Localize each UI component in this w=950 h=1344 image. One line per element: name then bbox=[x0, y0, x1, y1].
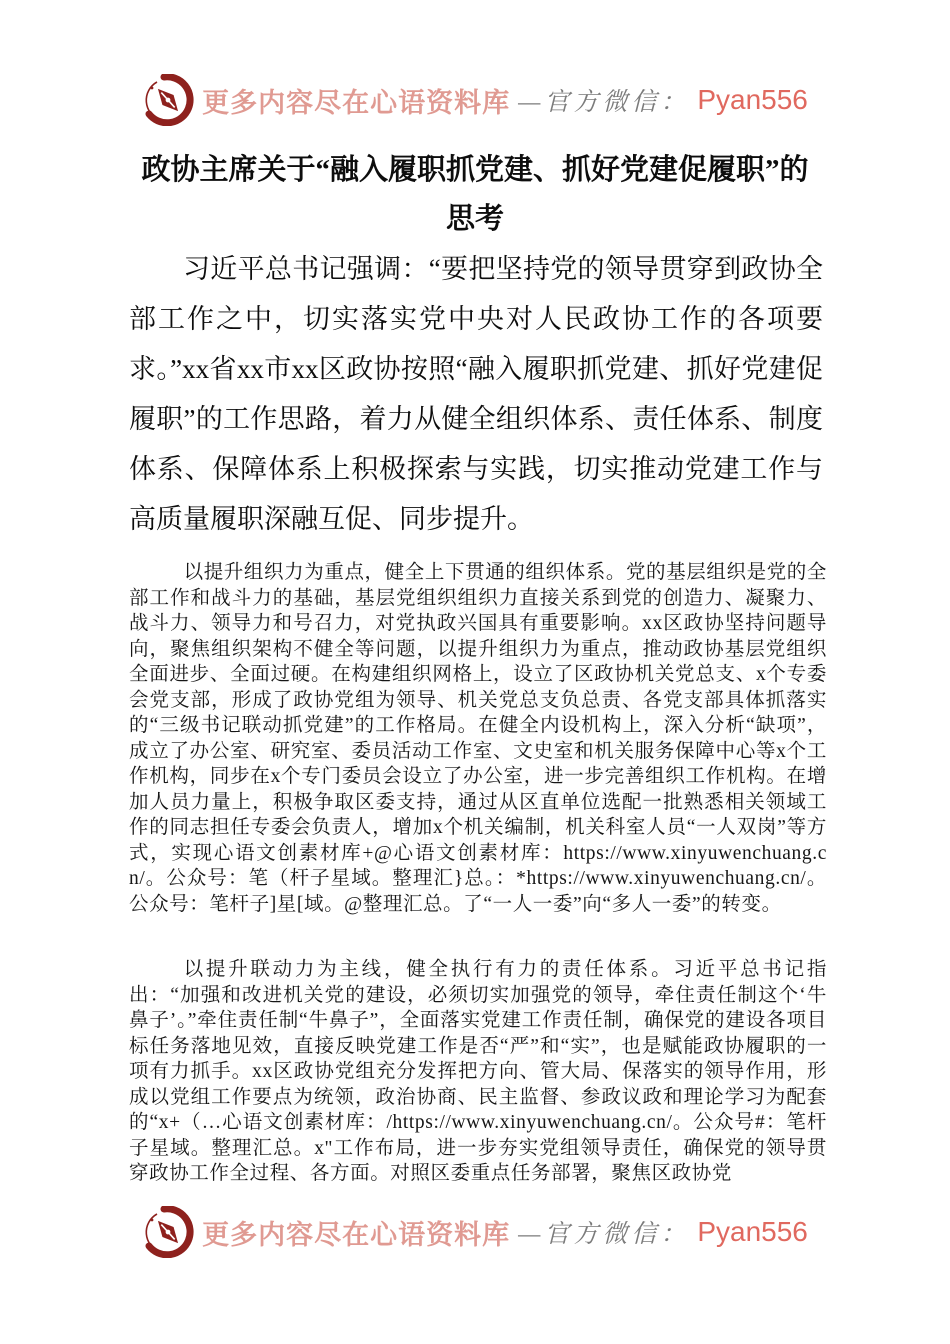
watermark-brand-text: 更多内容尽在心语资料库 bbox=[202, 1219, 511, 1250]
watermark-wechat-label: —官方微信： bbox=[518, 89, 690, 116]
body-paragraph-responsibility: 以提升联动力为主线，健全执行有力的责任体系。习近平总书记指出：“加强和改进机关党的建设，必须切实加强党的领导，牵住责任制这个‘牛鼻子’。”牵住责任制“牛鼻子”，全面落实党建工作责任制，确保党的建设各项目标任务落地见效，直接反映党建工作是否“严”和“实”，也是赋能政协履职的一项有力抓手。xx区政协党组充分发挥把方向、管大局、保落实的领导作用，形成以党组工作要点为统领，政治协商、民主监督、参政议政和理论学习为配套的“x+（…心语文创素材库：/https://www.xinyuwenchuang.cn/。公众号#：笔杆子星域。整理汇总。x"工作布局，进一步夯实党组领导责任，确保党的领导贯穿政协工作全过程、各方面。对照区委重点任务部署，聚焦区政协党 bbox=[129, 959, 827, 1184]
header-watermark bbox=[0, 74, 950, 126]
pen-nib-logo-icon bbox=[142, 1206, 194, 1258]
watermark-wechat-id: Pyan556 bbox=[697, 1216, 808, 1247]
body-paragraph-organization: 以提升组织力为重点，健全上下贯通的组织体系。党的基层组织是党的全部工作和战斗力的基础，基层党组织组织力直接关系到党的创造力、凝聚力、战斗力、领导力和号召力，对党执政兴国具有重要影响。xx区政协坚持问题导向，聚焦组织架构不健全等问题，以提升组织力为重点，推动政协基层党组织全面进步、全面过硬。在构建组织网格上，设立了区政协机关党总支、x个专委会党支部，形成了政协党组为领导、机关党总支负总责、各党支部具体抓落实的“三级书记联动抓党建”的工作格局。在健全内设机构上，深入分析“缺项”，成立了办公室、研究室、委员活动工作室、文史室和机关服务保障中心等x个工作机构，同步在x个专门委员会设立了办公室，进一步完善组织工作机构。在增加人员力量上，积极争取区委支持，通过从区直单位选配一批熟悉相关领域工作的同志担任专委会负责人，增加x个机关编制，机关科室人员“一人双岗”等方式，实现心语文创素材库+@心语文创素材库：https://www.xinyuwenchuang.cn/。公众号：笔（杆子星域。整理汇}总。：*https://www.xinyuwenchuang.cn/。公众号：笔杆子]星[域。@整理汇总。了“一人一委”向“多人一委”的转变。 bbox=[129, 562, 827, 915]
watermark-wechat-id: Pyan556 bbox=[697, 84, 808, 115]
footer-watermark bbox=[0, 1206, 950, 1258]
intro-paragraph: 习近平总书记强调：“要把坚持党的领导贯穿到政协全部工作之中，切实落实党中央对人民政协工作的各项要求。”xx省xx市xx区政协按照“融入履职抓党建、抓好党建促履职”的工作思路，着力从健全组织体系、责任体系、制度体系、保障体系上积极探索与实践，切实推动党建工作与高质量履职深融互促、同步提升。 bbox=[129, 254, 823, 534]
pen-nib-logo-icon bbox=[142, 74, 194, 126]
document-title: 政协主席关于“融入履职抓党建、抓好党建促履职”的思考 bbox=[141, 154, 809, 235]
watermark-brand-text: 更多内容尽在心语资料库 bbox=[202, 87, 511, 118]
watermark-wechat-label: —官方微信： bbox=[518, 1221, 690, 1248]
